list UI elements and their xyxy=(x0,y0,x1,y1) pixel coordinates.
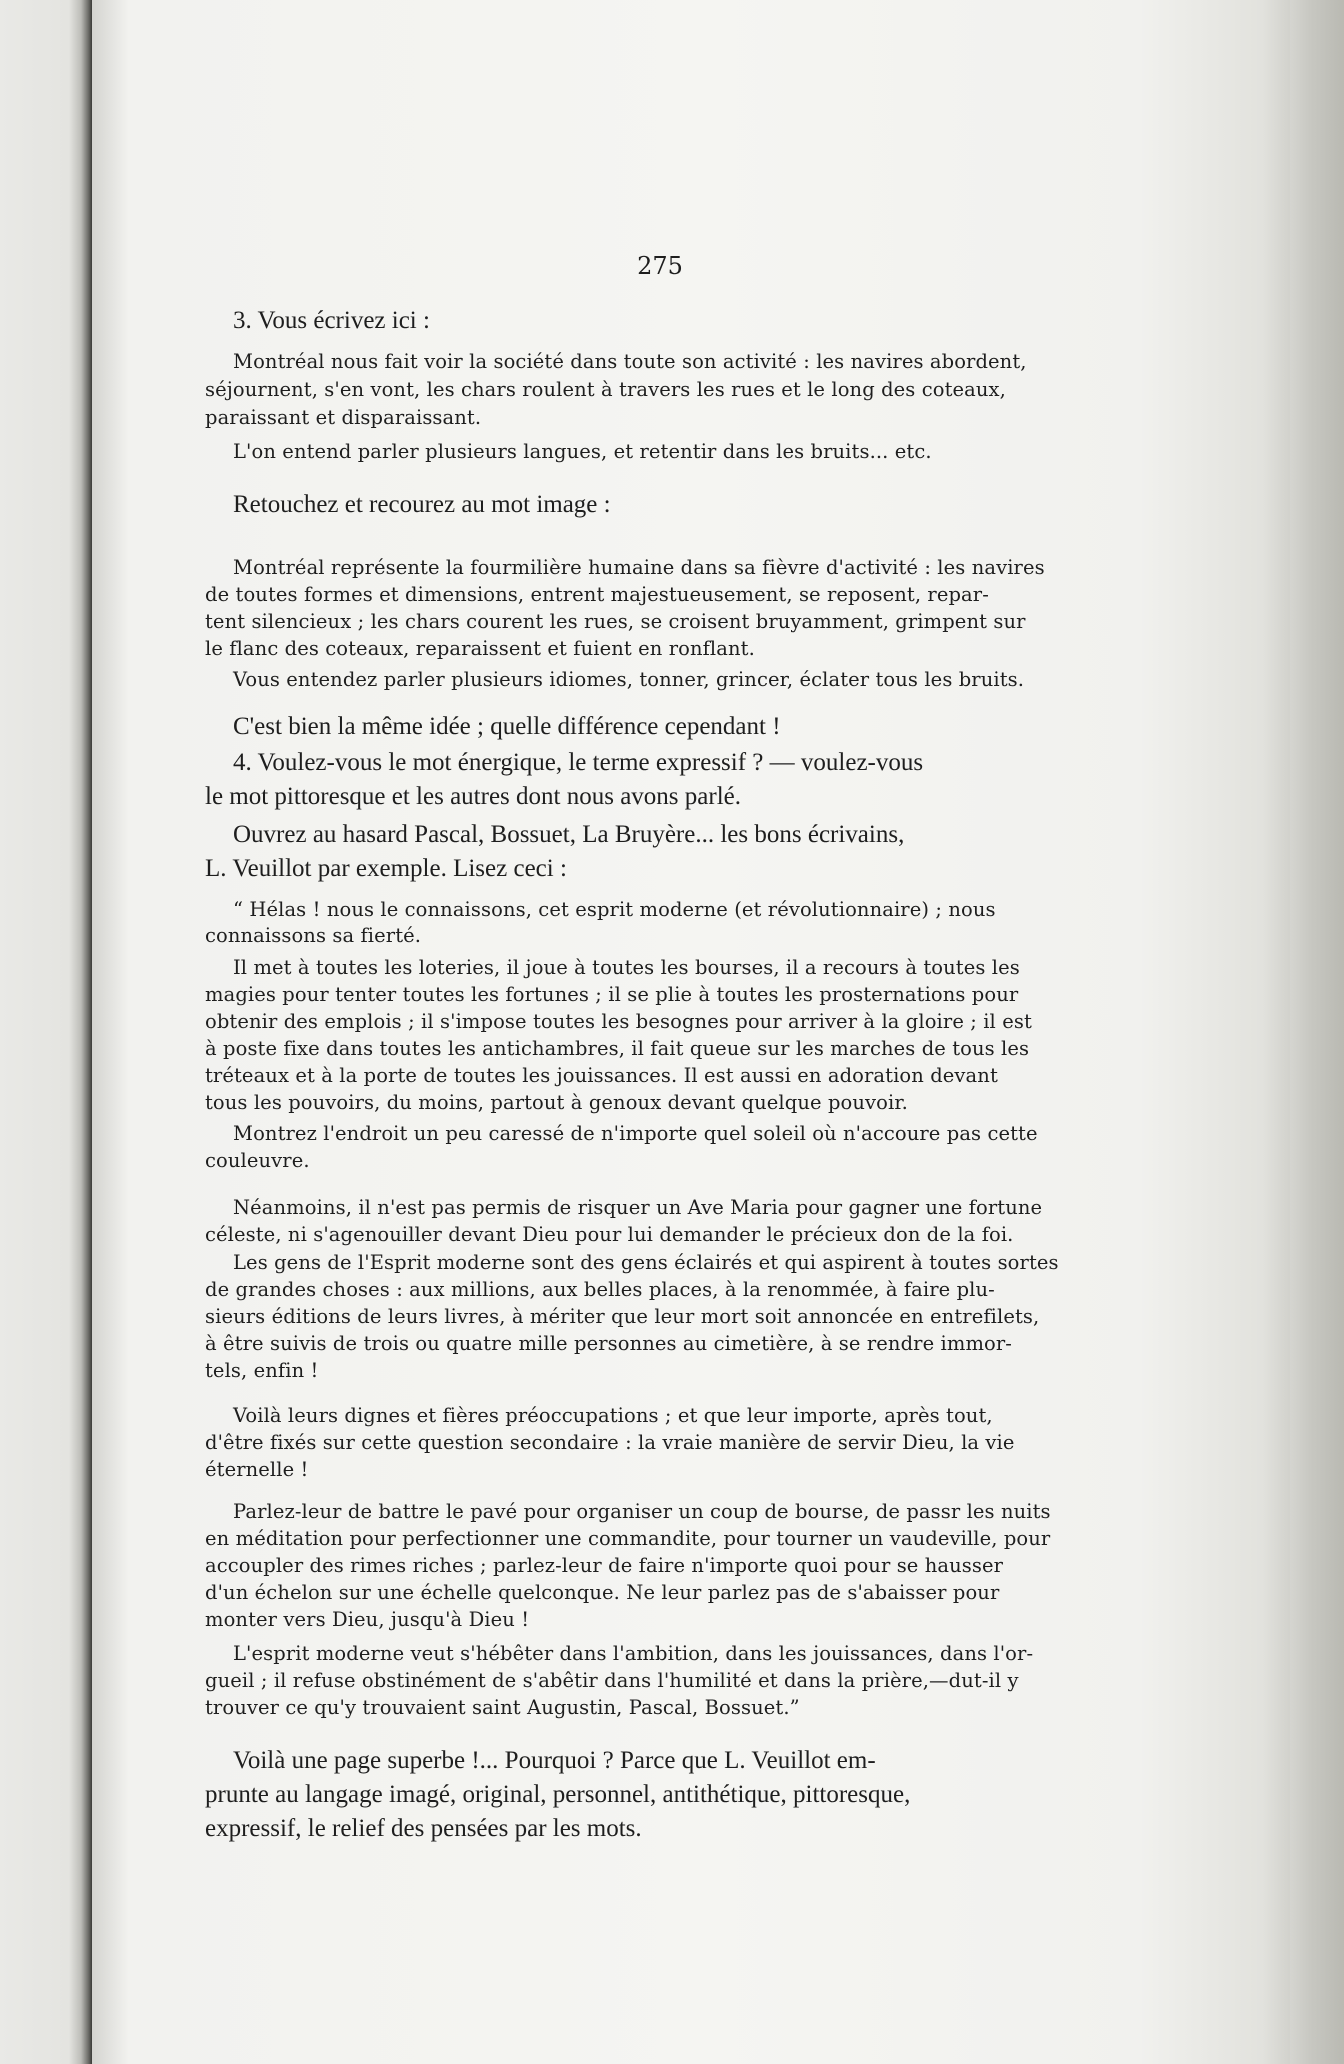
text-line: prunte au langage imagé, original, personnel, antithétique, pittoresque, xyxy=(205,1781,911,1808)
page-number: 275 xyxy=(637,252,683,280)
text-line: tréteaux et à la porte de toutes les jouissances. Il est aussi en adoration devant xyxy=(205,1064,998,1087)
text-line: tous les pouvoirs, du moins, partout à genoux devant quelque pouvoir. xyxy=(205,1091,908,1114)
text-line: Parlez-leur de battre le pavé pour organiser un coup de bourse, de passr les nuits xyxy=(233,1500,1051,1523)
text-line: “ Hélas ! nous le connaissons, cet esprit moderne (et révolutionnaire) ; nous xyxy=(233,898,996,921)
text-line: sieurs éditions de leurs livres, à mériter que leur mort soit annoncée en entrefilets, xyxy=(205,1305,1040,1328)
text-line: Voilà une page superbe !... Pourquoi ? Parce que L. Veuillot em- xyxy=(233,1747,876,1774)
text-line: en méditation pour perfectionner une commandite, pour tourner un vaudeville, pour xyxy=(205,1527,1051,1550)
text-line: L. Veuillot par exemple. Lisez ceci : xyxy=(205,855,567,882)
text-line: obtenir des emplois ; il s'impose toutes les besognes pour arriver à la gloire ; il est xyxy=(205,1010,1032,1033)
text-line: éternelle ! xyxy=(205,1458,309,1481)
text-line: de grandes choses : aux millions, aux belles places, à la renommée, à faire plu- xyxy=(205,1278,995,1301)
text-line: à poste fixe dans toutes les antichambres, il fait queue sur les marches de tous les xyxy=(205,1037,1030,1060)
text-line: C'est bien la même idée ; quelle différence cependant ! xyxy=(233,713,781,740)
text-line: Montréal nous fait voir la société dans toute son activité : les navires abordent, xyxy=(233,350,1027,373)
text-line: connaissons sa fierté. xyxy=(205,924,422,947)
text-line: à être suivis de trois ou quatre mille personnes au cimetière, à se rendre immor- xyxy=(205,1332,1012,1355)
text-line: céleste, ni s'agenouiller devant Dieu pour lui demander le précieux don de la foi. xyxy=(205,1223,1014,1246)
text-line: Vous entendez parler plusieurs idiomes, tonner, grincer, éclater tous les bruits. xyxy=(233,668,1025,691)
page-edge-shadow xyxy=(1290,0,1344,2064)
text-line: d'être fixés sur cette question secondaire : la vraie manière de servir Dieu, la vie xyxy=(205,1431,1015,1454)
text-line: d'un échelon sur une échelle quelconque. Ne leur parlez pas de s'abaisser pour xyxy=(205,1581,1000,1604)
text-line: tels, enfin ! xyxy=(205,1359,319,1382)
text-line: accoupler des rimes riches ; parlez-leur de faire n'importe quoi pour se hausser xyxy=(205,1554,1004,1577)
text-line: Néanmoins, il n'est pas permis de risquer un Ave Maria pour gagner une fortune xyxy=(233,1196,1043,1219)
text-line: 4. Voulez-vous le mot énergique, le terme expressif ? — voulez-vous xyxy=(233,749,924,776)
text-line: Les gens de l'Esprit moderne sont des gens éclairés et qui aspirent à toutes sortes xyxy=(233,1251,1059,1274)
text-line: séjournent, s'en vont, les chars roulent à travers les rues et le long des coteaux, xyxy=(205,378,1006,401)
text-line: L'esprit moderne veut s'hébêter dans l'ambition, dans les jouissances, dans l'or- xyxy=(233,1642,1034,1665)
text-line: L'on entend parler plusieurs langues, et retentir dans les bruits... etc. xyxy=(233,440,932,463)
text-line: le flanc des coteaux, reparaissent et fuient en ronflant. xyxy=(205,637,755,660)
text-line: 3. Vous écrivez ici : xyxy=(233,307,430,334)
text-line: Retouchez et recourez au mot image : xyxy=(233,491,611,518)
text-line: tent silencieux ; les chars courent les rues, se croisent bruyamment, grimpent sur xyxy=(205,610,1026,633)
text-line: expressif, le relief des pensées par les mots. xyxy=(205,1815,642,1842)
text-line: Il met à toutes les loteries, il joue à toutes les bourses, il a recours à toutes les xyxy=(233,956,1020,979)
text-line: le mot pittoresque et les autres dont nous avons parlé. xyxy=(205,783,741,810)
text-line: monter vers Dieu, jusqu'à Dieu ! xyxy=(205,1608,530,1631)
text-line: gueil ; il refuse obstinément de s'abêtir dans l'humilité et dans la prière,—dut-il y xyxy=(205,1669,1019,1692)
text-line: trouver ce qu'y trouvaient saint Augustin, Pascal, Bossuet.” xyxy=(205,1696,800,1719)
text-line: Montréal représente la fourmilière humaine dans sa fièvre d'activité : les navires xyxy=(233,556,1045,579)
left-page-margin xyxy=(0,0,92,2064)
text-line: couleuvre. xyxy=(205,1149,310,1172)
text-line: Ouvrez au hasard Pascal, Bossuet, La Bruyère... les bons écrivains, xyxy=(233,821,905,848)
text-line: Montrez l'endroit un peu caressé de n'importe quel soleil où n'accoure pas cette xyxy=(233,1122,1038,1145)
text-line: de toutes formes et dimensions, entrent majestueusement, se reposent, repar- xyxy=(205,583,989,606)
text-line: magies pour tenter toutes les fortunes ; il se plie à toutes les prosternations pour xyxy=(205,983,1019,1006)
text-line: Voilà leurs dignes et fières préoccupations ; et que leur importe, après tout, xyxy=(233,1404,993,1427)
text-line: paraissant et disparaissant. xyxy=(205,406,482,429)
